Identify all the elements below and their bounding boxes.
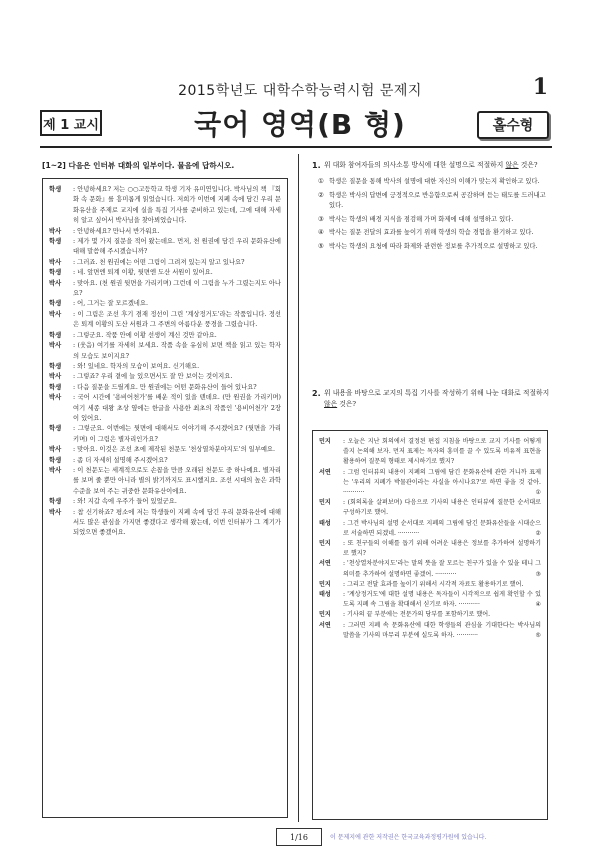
speech-text: : 안녕하세요? 저는 ○○고등학교 학생 기자 유미연입니다. 박사님의 책 『회화 속 문화』를 흥미롭게 읽었습니다. 저희가 이번에 지폐 속에 담긴 우리 문화유산을 주제로 교지에 실을 특집 기사를 준비하고 있는데, 그에 대해 자세히 알고 싶어서 박사님을 찾아뵈었습니다. — [73, 186, 281, 225]
interview-passage — [42, 178, 288, 818]
choice-text: 박사는 학생의 요청에 따라 화제와 관련한 정보를 추가적으로 설명하고 있다. — [329, 242, 538, 250]
discussion-text: : '천상열차분야지도'라는 말의 뜻을 잘 모르는 친구가 있을 수 있을 테니 그 의미를 추가하여 설명하면 좋겠어. ··········· ③ — [343, 559, 541, 579]
discussion-line — [319, 468, 541, 499]
speech-text: : 그러죠. 천 원권에는 어떤 그림이 그려져 있는지 알고 있나요? — [73, 258, 245, 266]
speech-text: : 네. 앞면엔 퇴계 이황, 뒷면엔 도산 서원이 있어요. — [73, 269, 213, 277]
speech-text: : 와! 있네요. 학자의 모습이 보여요. 신기해요. — [73, 362, 200, 370]
speaker-label: 학생 — [49, 331, 62, 339]
option-marker: ③ — [535, 570, 541, 578]
answer-choices — [312, 177, 550, 253]
question-stem: 위 대화 참여자들의 의사소통 방식에 대한 설명으로 적절하지 않은 것은? — [324, 161, 538, 169]
discussion-text: : '계상정거도'에 대한 설명 내용은 독자들이 시각적으로 쉽게 확인할 수 있도록 지폐 속 그림을 확대해서 싣기로 하자. ··········· ④ — [343, 590, 541, 610]
speaker-label: 박사 — [49, 258, 62, 266]
discussion-text: : 또 친구들의 이해를 돕기 위해 어려운 내용은 정보를 추가하여 설명하기로 했지? — [343, 540, 541, 558]
speech-text: : 참 신기하죠? 평소에 저는 학생들이 지폐 속에 담긴 우리 문화유산에 대해서도 많은 관심을 가지면 좋겠다고 생각해 왔는데, 이번 인터뷰가 그 계기가 되었으면 좋겠어요. — [73, 508, 281, 537]
dialog-line — [49, 362, 281, 372]
discussion-text: : 그럼 인터뷰의 내용이 지폐의 그림에 담긴 문화유산에 관한 거니까 표제는 '우리의 지폐가 박물관이라는 사실을 아시나요?'로 하면 좋을 것 같아. ··········· ① — [343, 468, 541, 499]
speaker-label: 박사 — [49, 446, 62, 454]
choice-number: ④ — [318, 229, 324, 237]
speaker-label: 민지 — [319, 438, 331, 445]
dialog-line — [49, 227, 281, 237]
choice-number: ① — [318, 178, 324, 185]
speaker-label: 민지 — [319, 580, 331, 588]
discussion-text: : 그건 박사님의 설명 순서대로 지폐의 그림에 담긴 문화유산들을 시대순으로 서술하면 되겠네. ··········· ② — [343, 519, 541, 539]
speaker-label: 학생 — [49, 362, 62, 370]
speaker-label: 민지 — [319, 611, 331, 619]
speaker-label: 박사 — [49, 227, 62, 235]
answer-choice — [318, 242, 550, 253]
dialog-line — [49, 393, 281, 424]
dialog-line — [49, 258, 281, 268]
session-badge: 제 1 교시 — [40, 110, 102, 136]
discussion-line — [319, 580, 541, 590]
dialog-line — [49, 299, 281, 309]
speaker-label: 박사 — [49, 373, 62, 381]
dialog-line — [49, 456, 281, 466]
choice-number: ⑤ — [318, 242, 324, 250]
speech-text: : 이 그림은 조선 후기 겸재 정선이 그린 '계상정거도'라는 작품입니다. 정선은 퇴계 이황의 도산 서원과 그 주변의 아름다운 풍경을 그렸습니다. — [73, 310, 281, 329]
speaker-label: 박사 — [49, 342, 62, 350]
dialog-line — [49, 508, 281, 539]
speaker-label: 박사 — [49, 466, 62, 474]
copyright-note: 이 문제지에 관한 저작권은 한국교육과정평가원에 있습니다. — [330, 834, 487, 841]
choice-text: 박사는 질문 전달의 효과를 높이기 위해 학생의 학습 경험을 환기하고 있다. — [329, 229, 534, 237]
speaker-label: 민지 — [319, 499, 331, 507]
choice-number: ② — [318, 191, 324, 199]
answer-choice — [318, 177, 550, 188]
speaker-label: 서연 — [319, 560, 331, 568]
dialog-line — [49, 341, 281, 362]
question-number: 1. — [312, 161, 321, 170]
page-number: 1 — [532, 74, 548, 100]
dialog-line — [49, 445, 281, 455]
choice-text: 학생은 질문을 통해 박사의 설명에 대한 자신의 이해가 맞는지 확인하고 있다. — [329, 178, 540, 185]
speech-text: : 와! 지갑 속에 우주가 들어 있었군요. — [73, 498, 177, 506]
discussion-text: : 기사의 끝 부분에는 전문가의 당부를 포함하기로 했어. — [343, 611, 491, 619]
discussion-text: : 그러면 지폐 속 문화유산에 대한 학생들의 관심을 기대한다는 박사님의 말씀을 기사의 마무리 부분에 실도록 하자. ··········· ⑤ — [343, 621, 541, 641]
discussion-line — [319, 621, 541, 641]
dialog-line — [49, 372, 281, 382]
speaker-label: 박사 — [49, 279, 62, 287]
speaker-label: 학생 — [49, 269, 62, 277]
choice-number: ③ — [318, 215, 324, 223]
option-marker: ② — [535, 529, 541, 537]
question-1 — [312, 160, 550, 256]
speaker-label: 학생 — [49, 456, 62, 464]
speech-text: : 그렇군요. 작품 안에 이황 선생이 계신 것만 같아요. — [73, 331, 217, 339]
speech-text: : 그렇죠? 우리 곁에 늘 있으면서도 잘 안 보이는 것이지요. — [73, 373, 233, 381]
subject-title: 국어 영역(B 형) — [194, 108, 406, 141]
speaker-label: 학생 — [49, 300, 62, 308]
header-rule — [40, 146, 552, 148]
column-divider — [298, 154, 299, 822]
discussion-box — [312, 430, 548, 820]
speaker-label: 태성 — [319, 591, 331, 599]
speaker-label: 박사 — [49, 508, 62, 516]
speech-text: : 다음 질문을 드릴게요. 만 원권에는 어떤 문화유산이 들어 있나요? — [73, 383, 257, 391]
choice-text: 박사는 학생의 배경 지식을 점검해 가며 화제에 대해 설명하고 있다. — [329, 215, 514, 223]
dialog-line — [49, 310, 281, 331]
discussion-text: : 그리고 전달 효과를 높이기 위해서 시각적 자료도 활용하기로 했어. — [343, 580, 524, 588]
dialog-line — [49, 331, 281, 341]
question-2 — [312, 388, 550, 410]
answer-choice — [318, 228, 550, 239]
discussion-line — [319, 498, 541, 518]
speaker-label: 학생 — [49, 498, 62, 506]
speaker-label: 학생 — [49, 186, 62, 193]
dialog-line — [49, 424, 281, 445]
discussion-line — [319, 590, 541, 610]
speaker-label: 서연 — [319, 621, 331, 629]
speaker-label: 태성 — [319, 519, 331, 527]
dialog-line — [49, 466, 281, 497]
speaker-label: 학생 — [49, 425, 62, 433]
speech-text: : 제가 몇 가지 질문을 적어 왔는데요. 먼저, 천 원권에 담긴 우리 문화유산에 대해 말씀해 주시겠습니까? — [73, 238, 281, 256]
dialog-line — [49, 237, 281, 258]
discussion-text: : (회의록을 살펴보며) 다음으로 기사의 내용은 인터뷰에 질문한 순서대로 구성하기로 했어. — [343, 499, 541, 517]
speaker-label: 학생 — [49, 383, 62, 391]
dialog-line — [49, 185, 281, 227]
section-instruction: [1~2] 다음은 인터뷰 대화의 일부이다. 물음에 답하시오. — [42, 161, 235, 170]
answer-choice — [318, 191, 550, 212]
speech-text: : (웃음) 여기를 자세히 보세요. 작품 속을 유심히 보면 책을 읽고 있는 학자의 모습도 보이지요? — [73, 342, 281, 360]
exam-title: 2015학년도 대학수학능력시험 문제지 — [178, 83, 422, 99]
discussion-line — [319, 539, 541, 559]
speech-text: : 안녕하세요? 만나서 반가워요. — [73, 227, 160, 235]
speech-text: : 그렇군요. 이번에는 뒷면에 대해서도 이야기해 주시겠어요? (뒷면을 가리키며) 이 그림은 별자리인가요? — [73, 425, 281, 443]
choice-text: 학생은 박사의 답변에 긍정적으로 반응함으로써 공감하며 듣는 태도를 드러내고 있다. — [329, 191, 546, 210]
speaker-label: 박사 — [49, 394, 62, 402]
speech-text: : 어, 그거는 잘 모르겠네요. — [73, 300, 148, 308]
form-type-badge: 홀수형 — [477, 111, 549, 139]
dialog-line — [49, 279, 281, 300]
discussion-line — [319, 519, 541, 539]
discussion-line — [319, 437, 541, 468]
discussion-line — [319, 610, 541, 620]
speaker-label: 학생 — [49, 238, 62, 246]
discussion-line — [319, 559, 541, 579]
speech-text: : 맞아요. 이것은 조선 초에 제작된 천문도 '천상열차분야지도'의 일부예요. — [73, 446, 276, 454]
question-number: 2. — [312, 389, 321, 398]
option-marker: ⑤ — [535, 631, 541, 639]
speech-text: : 맞아요. (천 원권 뒷면을 가리키며) 그런데 이 그림을 누가 그렸는지도 아나요? — [73, 279, 281, 298]
dialog-line — [49, 383, 281, 393]
footer-page-number: 1 / 16 — [276, 828, 322, 846]
option-marker: ① — [535, 489, 541, 497]
discussion-text: : 오늘은 지난 회의에서 결정된 편집 지침을 바탕으로 교지 기사를 어떻게 쓸지 논의해 보자. 먼저 표제는 독자의 흥미를 끌 수 있도록 비유적 표현을 활용하여 질문의 형태로 제시하기로 했지? — [343, 438, 541, 466]
dialog-line — [49, 497, 281, 507]
speaker-label: 민지 — [319, 540, 331, 548]
answer-choice — [318, 215, 550, 226]
speaker-label: 서연 — [319, 468, 331, 476]
dialog-line — [49, 268, 281, 278]
speech-text: : 좀 더 자세히 설명해 주시겠어요? — [73, 456, 168, 464]
speech-text: : 국어 시간에 '용비어천가'를 배운 적이 있을 텐데요. (만 원권을 가리키며) 여기 세종 대왕 초상 옆에는 한글을 사용한 최초의 작품인 '용비어천가' 2장이 있어요. — [73, 394, 281, 422]
speech-text: : 이 천문도는 세계적으로도 손꼽을 만큼 오래된 천문도 중 하나예요. 별자리를 보며 줄 뿐만 아니라 별의 밝기까지도 표시했지요. 조선 시대의 높은 과학 수준을 보여 주는 귀중한 문화유산이에요. — [73, 466, 281, 495]
question-stem: 위 내용을 바탕으로 교지의 특집 기사를 작성하기 위해 나눈 대화로 적절하지 않은 것은? — [324, 389, 550, 408]
speaker-label: 박사 — [49, 310, 62, 318]
option-marker: ④ — [535, 601, 541, 609]
